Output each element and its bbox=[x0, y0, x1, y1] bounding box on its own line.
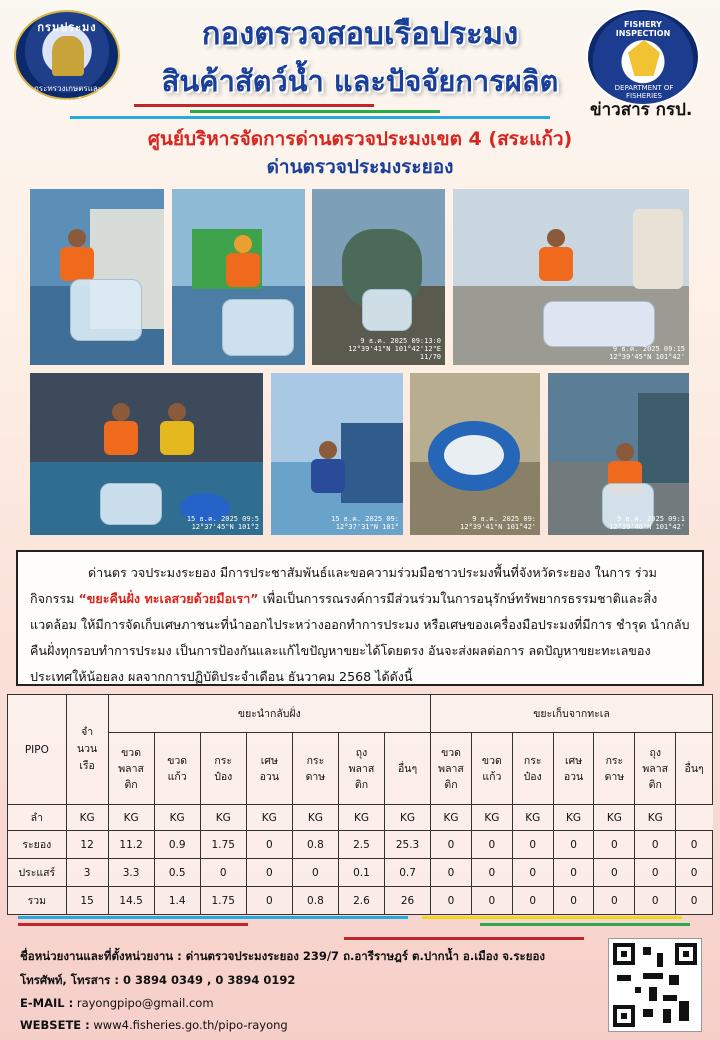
collected-weight: 0 bbox=[594, 859, 635, 887]
column-header: เศษ อวน bbox=[246, 733, 292, 805]
collected-weight: 0 bbox=[553, 887, 594, 915]
collected-weight: 0 bbox=[431, 887, 472, 915]
returned-weight: 0.8 bbox=[292, 887, 338, 915]
pipo-header: PIPO bbox=[8, 695, 67, 805]
photo-7 bbox=[410, 373, 540, 535]
unit-cell: KG bbox=[471, 805, 512, 831]
photo-timestamp: 9 ธ.ค. 2025 09: 12°39'41"N 101°42' bbox=[460, 515, 536, 531]
column-header: กระ ป๋อง bbox=[200, 733, 246, 805]
unit-cell: KG bbox=[66, 805, 108, 831]
photo-timestamp: 15 ธ.ค. 2025 09:5 12°37'45"N 101°2 bbox=[186, 515, 259, 531]
returned-weight: 2.6 bbox=[338, 887, 384, 915]
unit-cell: KG bbox=[553, 805, 594, 831]
divider bbox=[70, 116, 550, 119]
website-line bbox=[20, 1018, 288, 1032]
returned-weight: 25.3 bbox=[385, 831, 431, 859]
fishery-inspection-logo bbox=[586, 8, 700, 106]
row-name: ประแสร์ bbox=[8, 859, 67, 887]
divider bbox=[134, 104, 374, 107]
row-name: ระยอง bbox=[8, 831, 67, 859]
column-header: อื่นๆ bbox=[676, 733, 713, 805]
returned-weight: 0.1 bbox=[338, 859, 384, 887]
address-text: ชื่อหน่วยงานและที่ตั้งหน่วยงาน : ด่านตรวจประมงระยอง 239/7 ถ.อารีราษฎร์ ต.ปากน้ำ อ.เมือง จ.ระยอง bbox=[20, 949, 545, 963]
collected-weight: 0 bbox=[431, 831, 472, 859]
group-header-returned: ขยะนำกลับฝั่ง bbox=[108, 695, 431, 733]
photo-timestamp: 9 ธ.ค. 2025 09:15 12°39'45"N 101°42' bbox=[609, 345, 685, 361]
collected-weight: 0 bbox=[635, 831, 676, 859]
divider bbox=[480, 923, 690, 926]
boat-count: 15 bbox=[66, 887, 108, 915]
unit-cell: KG bbox=[431, 805, 472, 831]
collected-weight: 0 bbox=[512, 831, 553, 859]
unit-cell: KG bbox=[635, 805, 676, 831]
returned-weight: 14.5 bbox=[108, 887, 154, 915]
collected-weight: 0 bbox=[635, 887, 676, 915]
photo-8 bbox=[548, 373, 689, 535]
returned-weight: 0 bbox=[200, 859, 246, 887]
collected-weight: 0 bbox=[471, 887, 512, 915]
table-row bbox=[8, 887, 713, 915]
waste-table bbox=[7, 694, 713, 915]
logo-bottom-text: DEPARTMENT OF FISHERIES bbox=[614, 84, 674, 100]
news-label: ข่าวสาร กรป. bbox=[590, 100, 693, 120]
returned-weight: 26 bbox=[385, 887, 431, 915]
column-header: กระ ดาษ bbox=[594, 733, 635, 805]
returned-weight: 11.2 bbox=[108, 831, 154, 859]
unit-cell: KG bbox=[292, 805, 338, 831]
returned-weight: 1.75 bbox=[200, 831, 246, 859]
photo-timestamp: 9 ธ.ค. 2025 09:1 12°39'40"N 101°42' bbox=[609, 515, 685, 531]
email-line bbox=[20, 996, 214, 1010]
description-box bbox=[16, 550, 704, 686]
column-header: ขวด พลาส ติก bbox=[431, 733, 472, 805]
photo-6 bbox=[271, 373, 403, 535]
column-header: เศษ อวน bbox=[553, 733, 594, 805]
collected-weight: 0 bbox=[594, 831, 635, 859]
website-label: WEBSETE : bbox=[20, 1018, 90, 1032]
phone-text: โทรศัพท์, โทรสาร : 0 3894 0349 , 0 3894 0192 bbox=[20, 973, 296, 987]
row-name: รวม bbox=[8, 887, 67, 915]
unit-cell: KG bbox=[108, 805, 154, 831]
page-title-line2: สินค้าสัตว์น้ำ และปัจจัยการผลิต bbox=[161, 64, 559, 98]
shield-icon bbox=[628, 40, 660, 76]
collected-weight: 0 bbox=[512, 859, 553, 887]
photo-2 bbox=[172, 189, 305, 365]
returned-weight: 0.5 bbox=[154, 859, 200, 887]
returned-weight: 0 bbox=[246, 859, 292, 887]
column-header: ถุง พลาส ติก bbox=[338, 733, 384, 805]
website-link[interactable]: www4.fisheries.go.th/pipo-rayong bbox=[93, 1018, 288, 1032]
boat-count: 12 bbox=[66, 831, 108, 859]
campaign-name: “ขยะคืนฝั่ง ทะเลสวยด้วยมือเรา” bbox=[78, 591, 259, 606]
unit-cell: KG bbox=[385, 805, 431, 831]
email-label: E-MAIL : bbox=[20, 996, 74, 1010]
collected-weight: 0 bbox=[471, 831, 512, 859]
photo-timestamp: 9 ธ.ค. 2025 09:13:0 12°39'41"N 101°42'12"E 11/70 bbox=[348, 337, 441, 361]
page-title: กองตรวจสอบเรือประมง bbox=[201, 16, 519, 52]
divider bbox=[18, 916, 408, 919]
logo-top-text: กรมประมง bbox=[37, 21, 97, 34]
description-text-2: เพื่อเป็นการรณรงค์การมีส่วนร่วมในการอนุรักษ์ทรัพยากรธรรมชาติและสิ่งแวดล้อม ให้มีการจัดเก็บเศษภาชนะที่นำออกไประหว่างออกทำการประมง หรือเศษของเครื่องมือประมงที่มีการ ชำรุด นำกลับคืนฝั่งทุกรอบทำการประมง เป็นการป้องกันและแก้ไขปัญหาขยะได้โดยตรง อันจะส่งผลต่อการ ลดปัญหาขยะทะเลของประเทศให้น้อยลง ผลจากการปฏิบัติประจำเดือน ธันวาคม 2568 ได้ดังนี้ bbox=[30, 591, 690, 684]
returned-weight: 1.75 bbox=[200, 887, 246, 915]
group-header-collected: ขยะเก็บจากทะเล bbox=[431, 695, 713, 733]
returned-weight: 0.9 bbox=[154, 831, 200, 859]
table-row bbox=[8, 831, 713, 859]
collected-weight: 0 bbox=[553, 831, 594, 859]
photo-timestamp: 15 ธ.ค. 2025 09: 12°37'31"N 101° bbox=[331, 515, 399, 531]
unit-cell: KG bbox=[338, 805, 384, 831]
photo-3 bbox=[312, 189, 445, 365]
column-header: อื่นๆ bbox=[385, 733, 431, 805]
returned-weight: 2.5 bbox=[338, 831, 384, 859]
unit-cell: KG bbox=[594, 805, 635, 831]
photo-1 bbox=[30, 189, 164, 365]
collected-weight: 0 bbox=[635, 859, 676, 887]
column-header: ถุง พลาส ติก bbox=[635, 733, 676, 805]
returned-weight: 0 bbox=[292, 859, 338, 887]
collected-weight: 0 bbox=[676, 831, 713, 859]
returned-weight: 0.7 bbox=[385, 859, 431, 887]
returned-weight: 0 bbox=[246, 887, 292, 915]
photo-5 bbox=[30, 373, 263, 535]
returned-weight: 1.4 bbox=[154, 887, 200, 915]
boats-header: จำ นวน เรือ bbox=[66, 695, 108, 805]
divider bbox=[422, 916, 682, 919]
collected-weight: 0 bbox=[512, 887, 553, 915]
unit-cell: KG bbox=[246, 805, 292, 831]
photo-4 bbox=[453, 189, 689, 365]
table-row bbox=[8, 859, 713, 887]
divider bbox=[18, 923, 248, 926]
divider bbox=[344, 937, 584, 940]
description-text: ด่านตร วจประมงระยอง มีการประชาสัมพันธ์และขอความร่วมมือชาวประมงพื้นที่จังหวัดระยอง ในการ ร่วมกิจกรรม bbox=[30, 565, 657, 606]
collected-weight: 0 bbox=[676, 859, 713, 887]
station-title: ด่านตรวจประมงระยอง bbox=[266, 156, 454, 178]
divider bbox=[190, 110, 440, 113]
collected-weight: 0 bbox=[676, 887, 713, 915]
column-header: กระ ดาษ bbox=[292, 733, 338, 805]
column-header: ขวด แก้ว bbox=[154, 733, 200, 805]
qr-code[interactable] bbox=[608, 938, 702, 1032]
returned-weight: 0 bbox=[246, 831, 292, 859]
collected-weight: 0 bbox=[431, 859, 472, 887]
column-header: ขวด แก้ว bbox=[471, 733, 512, 805]
column-header: กระ ป๋อง bbox=[512, 733, 553, 805]
returned-weight: 3.3 bbox=[108, 859, 154, 887]
collected-weight: 0 bbox=[553, 859, 594, 887]
unit-cell: KG bbox=[512, 805, 553, 831]
column-header: ขวด พลาส ติก bbox=[108, 733, 154, 805]
collected-weight: 0 bbox=[594, 887, 635, 915]
returned-weight: 0.8 bbox=[292, 831, 338, 859]
logo-bottom-text: กระทรวงเกษตรและสหกรณ์ bbox=[33, 84, 103, 106]
center-title: ศูนย์บริหารจัดการด่านตรวจประมงเขต 4 (สระแก้ว) bbox=[147, 128, 573, 150]
unit-cell: KG bbox=[200, 805, 246, 831]
boat-unit: ลำ bbox=[8, 805, 67, 831]
boat-count: 3 bbox=[66, 859, 108, 887]
logo-top-text: FISHERY INSPECTION bbox=[615, 20, 671, 38]
unit-cell: KG bbox=[154, 805, 200, 831]
collected-weight: 0 bbox=[471, 859, 512, 887]
email-link[interactable]: rayongpipo@gmail.com bbox=[76, 996, 214, 1010]
